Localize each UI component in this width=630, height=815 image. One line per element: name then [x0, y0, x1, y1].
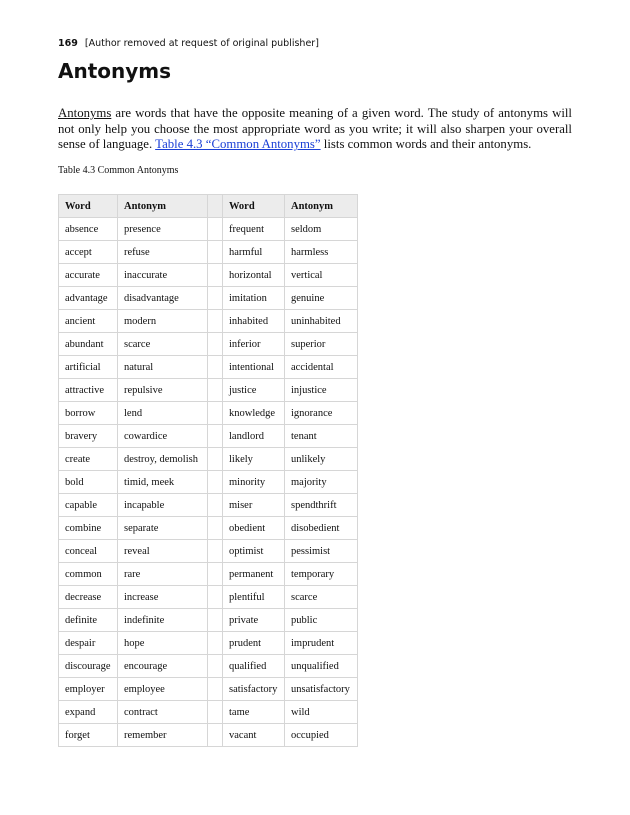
intro-text-before-link: are words that have the opposite meaning of a given word. The study of antonyms will not only help you choose the most appropriate word as you write; it will also sharpen your overall sense of language.: [58, 106, 572, 152]
header-antonym-2: Antonym: [285, 195, 358, 218]
word-cell: private: [223, 609, 285, 632]
antonym-cell: disadvantage: [118, 287, 208, 310]
word-cell: knowledge: [223, 402, 285, 425]
word-cell: accept: [59, 241, 118, 264]
table-row: [59, 264, 358, 287]
antonym-cell: cowardice: [118, 425, 208, 448]
word-cell: obedient: [223, 517, 285, 540]
word-cell: bold: [59, 471, 118, 494]
word-cell: decrease: [59, 586, 118, 609]
antonym-cell: modern: [118, 310, 208, 333]
spacer-cell: [208, 379, 223, 402]
table-row: [59, 471, 358, 494]
antonym-cell: separate: [118, 517, 208, 540]
spacer-cell: [208, 356, 223, 379]
header-antonym: Antonym: [118, 195, 208, 218]
antonym-cell: inaccurate: [118, 264, 208, 287]
antonym-cell: unlikely: [285, 448, 358, 471]
antonym-cell: incapable: [118, 494, 208, 517]
antonyms-term: Antonyms: [58, 106, 112, 120]
spacer-cell: [208, 241, 223, 264]
spacer-cell: [208, 678, 223, 701]
word-cell: harmful: [223, 241, 285, 264]
word-cell: vacant: [223, 724, 285, 747]
word-cell: create: [59, 448, 118, 471]
word-cell: borrow: [59, 402, 118, 425]
word-cell: intentional: [223, 356, 285, 379]
antonym-cell: ignorance: [285, 402, 358, 425]
antonym-cell: scarce: [285, 586, 358, 609]
antonym-cell: timid, meek: [118, 471, 208, 494]
word-cell: optimist: [223, 540, 285, 563]
spacer-cell: [208, 310, 223, 333]
table-body: [59, 218, 358, 747]
antonym-cell: uninhabited: [285, 310, 358, 333]
antonym-cell: encourage: [118, 655, 208, 678]
table-row: [59, 678, 358, 701]
spacer-cell: [208, 517, 223, 540]
word-cell: plentiful: [223, 586, 285, 609]
word-cell: landlord: [223, 425, 285, 448]
table-row: [59, 655, 358, 678]
word-cell: bravery: [59, 425, 118, 448]
word-cell: minority: [223, 471, 285, 494]
antonym-cell: repulsive: [118, 379, 208, 402]
spacer-cell: [208, 724, 223, 747]
word-cell: tame: [223, 701, 285, 724]
word-cell: expand: [59, 701, 118, 724]
antonym-cell: spendthrift: [285, 494, 358, 517]
word-cell: justice: [223, 379, 285, 402]
word-cell: employer: [59, 678, 118, 701]
table-row: [59, 701, 358, 724]
table-row: [59, 379, 358, 402]
antonym-cell: temporary: [285, 563, 358, 586]
word-cell: forget: [59, 724, 118, 747]
antonym-cell: majority: [285, 471, 358, 494]
word-cell: frequent: [223, 218, 285, 241]
antonym-cell: contract: [118, 701, 208, 724]
word-cell: inferior: [223, 333, 285, 356]
page-header: [58, 38, 319, 49]
table-row: [59, 540, 358, 563]
antonym-cell: harmless: [285, 241, 358, 264]
word-cell: common: [59, 563, 118, 586]
table-row: [59, 310, 358, 333]
spacer-cell: [208, 540, 223, 563]
word-cell: discourage: [59, 655, 118, 678]
table-row: [59, 287, 358, 310]
table-row: [59, 356, 358, 379]
antonym-cell: scarce: [118, 333, 208, 356]
spacer-cell: [208, 655, 223, 678]
antonym-cell: tenant: [285, 425, 358, 448]
word-cell: imitation: [223, 287, 285, 310]
table-caption: Table 4.3 Common Antonyms: [58, 165, 179, 176]
word-cell: ancient: [59, 310, 118, 333]
spacer-cell: [208, 218, 223, 241]
table-row: [59, 494, 358, 517]
word-cell: despair: [59, 632, 118, 655]
header-word: Word: [59, 195, 118, 218]
antonym-cell: vertical: [285, 264, 358, 287]
antonym-cell: refuse: [118, 241, 208, 264]
spacer-cell: [208, 609, 223, 632]
table-row: [59, 609, 358, 632]
word-cell: attractive: [59, 379, 118, 402]
antonym-cell: unqualified: [285, 655, 358, 678]
table-row: [59, 333, 358, 356]
intro-paragraph: [58, 106, 572, 153]
antonym-cell: remember: [118, 724, 208, 747]
spacer-cell: [208, 471, 223, 494]
antonym-cell: natural: [118, 356, 208, 379]
antonym-cell: reveal: [118, 540, 208, 563]
word-cell: permanent: [223, 563, 285, 586]
antonym-cell: imprudent: [285, 632, 358, 655]
word-cell: definite: [59, 609, 118, 632]
spacer-cell: [208, 287, 223, 310]
antonym-cell: public: [285, 609, 358, 632]
antonym-cell: injustice: [285, 379, 358, 402]
spacer-cell: [208, 264, 223, 287]
spacer-cell: [208, 586, 223, 609]
antonym-cell: increase: [118, 586, 208, 609]
antonym-cell: unsatisfactory: [285, 678, 358, 701]
word-cell: miser: [223, 494, 285, 517]
antonym-cell: rare: [118, 563, 208, 586]
word-cell: artificial: [59, 356, 118, 379]
word-cell: combine: [59, 517, 118, 540]
word-cell: prudent: [223, 632, 285, 655]
antonym-cell: lend: [118, 402, 208, 425]
page-title: Antonyms: [58, 59, 172, 83]
word-cell: conceal: [59, 540, 118, 563]
table-reference-link[interactable]: Table 4.3 “Common Antonyms”: [155, 137, 321, 152]
spacer-cell: [208, 632, 223, 655]
spacer-cell: [208, 448, 223, 471]
table-row: [59, 517, 358, 540]
antonym-cell: presence: [118, 218, 208, 241]
word-cell: absence: [59, 218, 118, 241]
antonym-cell: accidental: [285, 356, 358, 379]
antonym-cell: genuine: [285, 287, 358, 310]
word-cell: qualified: [223, 655, 285, 678]
spacer-cell: [208, 494, 223, 517]
word-cell: inhabited: [223, 310, 285, 333]
word-cell: satisfactory: [223, 678, 285, 701]
table-row: [59, 241, 358, 264]
word-cell: likely: [223, 448, 285, 471]
antonym-cell: superior: [285, 333, 358, 356]
antonym-cell: destroy, demolish: [118, 448, 208, 471]
antonyms-table: [58, 194, 358, 747]
antonym-cell: indefinite: [118, 609, 208, 632]
header-spacer: [208, 195, 223, 218]
antonym-cell: pessimist: [285, 540, 358, 563]
spacer-cell: [208, 402, 223, 425]
table-header-row: [59, 195, 358, 218]
table-row: [59, 218, 358, 241]
table-row: [59, 586, 358, 609]
word-cell: accurate: [59, 264, 118, 287]
word-cell: capable: [59, 494, 118, 517]
table-row: [59, 402, 358, 425]
intro-text-after-link: lists common words and their antonyms.: [320, 137, 532, 152]
word-cell: abundant: [59, 333, 118, 356]
spacer-cell: [208, 701, 223, 724]
antonym-cell: hope: [118, 632, 208, 655]
antonym-cell: disobedient: [285, 517, 358, 540]
table-row: [59, 632, 358, 655]
antonym-cell: seldom: [285, 218, 358, 241]
antonym-cell: employee: [118, 678, 208, 701]
header-word-2: Word: [223, 195, 285, 218]
table-row: [59, 563, 358, 586]
word-cell: advantage: [59, 287, 118, 310]
author-note: [Author removed at request of original publisher]: [84, 38, 319, 49]
spacer-cell: [208, 333, 223, 356]
page-number: 169: [58, 38, 78, 49]
word-cell: horizontal: [223, 264, 285, 287]
spacer-cell: [208, 563, 223, 586]
antonym-cell: wild: [285, 701, 358, 724]
table-row: [59, 448, 358, 471]
spacer-cell: [208, 425, 223, 448]
table-row: [59, 425, 358, 448]
table-row: [59, 724, 358, 747]
antonym-cell: occupied: [285, 724, 358, 747]
